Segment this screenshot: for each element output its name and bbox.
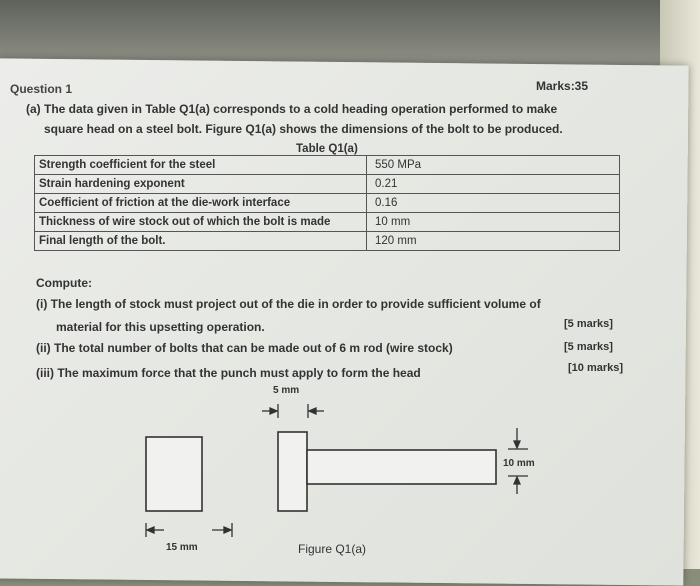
shank-thickness-label: 10 mm (503, 458, 535, 469)
task-1-marks: [5 marks] (564, 318, 613, 330)
question-title: Question 1 (10, 82, 73, 96)
task-1-line-1: (i) The length of stock must project out of the die in order to provide sufficient volume of (36, 297, 541, 311)
figure-caption: Figure Q1(a) (298, 542, 367, 556)
dimension-arrows-square-side (146, 523, 232, 537)
marks-total: Marks:35 (536, 79, 589, 93)
bolt-head-side-view (278, 432, 307, 511)
task-3-marks: [10 marks] (568, 362, 624, 374)
intro-line-1: (a) The data given in Table Q1(a) corresponds to a cold heading operation performed to make (26, 102, 558, 116)
head-thickness-label: 5 mm (273, 385, 300, 396)
task-2: (ii) The total number of bolts that can be made out of 6 m rod (wire stock) (36, 341, 453, 355)
table-cell-label: Strain hardening exponent (35, 175, 367, 194)
task-3: (iii) The maximum force that the punch must apply to form the head (36, 366, 421, 380)
table-cell-value: 0.16 (367, 194, 620, 213)
square-head-end-view (146, 437, 202, 511)
bolt-shank-side-view (307, 450, 496, 484)
task-1-line-2: material for this upsetting operation. (56, 320, 265, 334)
compute-heading: Compute: (36, 276, 92, 290)
table-cell-label: Strength coefficient for the steel (35, 156, 367, 175)
table-cell-label: Final length of the bolt. (35, 232, 367, 251)
dimension-arrows-head-thickness (262, 404, 324, 418)
intro-line-2: square head on a steel bolt. Figure Q1(a) shows the dimensions of the bolt to be produced. (44, 122, 563, 136)
table-cell-label: Thickness of wire stock out of which the bolt is made (35, 213, 367, 232)
table-cell-value: 0.21 (367, 175, 620, 194)
table-cell-value: 120 mm (367, 232, 620, 251)
task-2-marks: [5 marks] (564, 341, 613, 353)
table-caption: Table Q1(a) (296, 143, 358, 155)
square-side-label: 15 mm (166, 542, 198, 553)
table-cell-value: 550 MPa (367, 156, 620, 175)
table-cell-value: 10 mm (367, 213, 620, 232)
table-cell-label: Coefficient of friction at the die-work interface (35, 194, 367, 213)
